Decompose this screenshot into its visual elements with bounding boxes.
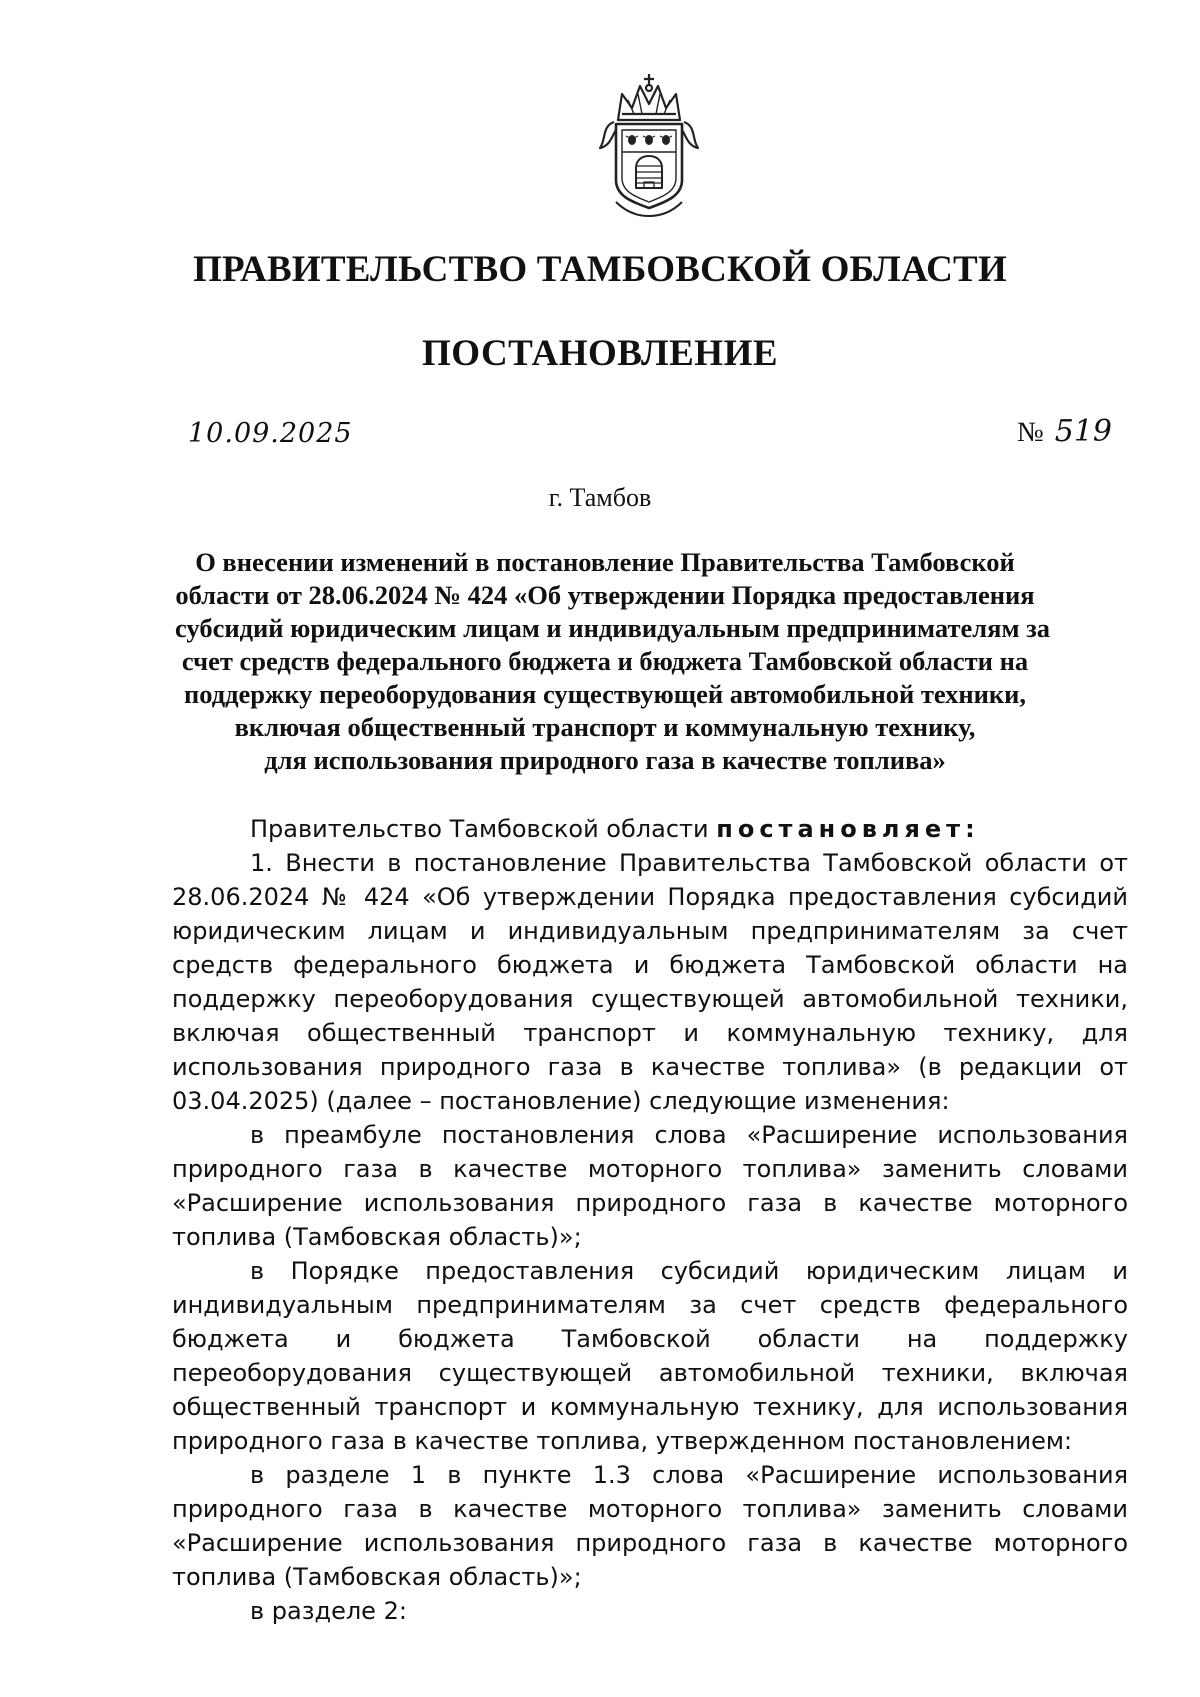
subject-line: для использования природного газа в качестве топлива» (264, 745, 946, 775)
document-date: 10.09.2025 (188, 418, 353, 449)
body-paragraph: 1. Внести в постановление Правительства Тамбовской области от 28.06.2024 № 424 «Об утверждении Порядка предоставления субсидий юридическим лицам и индивидуальным предпринимателям за счет средств федерального бюджета и бюджета Тамбовской области на поддержку переоборудования существующей автомобильной техники, включая общественный транспорт и коммунальную технику, для использования природного газа в качестве топлива» (в редакции от 03.04.2025) (далее – постановление) следующие изменения: (172, 849, 1128, 1115)
body-paragraph: в преамбуле постановления слова «Расширение использования природного газа в качестве моторного топлива» заменить словами «Расширение использования природного газа в качестве моторного топлива (Тамбовская область)»; (172, 1121, 1128, 1251)
coat-of-arms-icon (592, 70, 706, 220)
document-city: г. Тамбов (548, 483, 652, 512)
subject-line: включая общественный транспорт и коммунальную технику, (234, 712, 976, 742)
document-type-title: ПОСТАНОВЛЕНИЕ (421, 333, 779, 374)
number-prefix: № (1017, 417, 1044, 448)
subject-line: счет средств федерального бюджета и бюджета Тамбовской области на (181, 646, 1029, 676)
subject-line: поддержку переоборудования существующей автомобильной техники, (183, 679, 1027, 709)
subject-line: субсидий юридическим лицам и индивидуальным предпринимателям за (175, 613, 1051, 643)
body-paragraph: в разделе 2: (250, 1597, 407, 1625)
subject-line: области от 28.06.2024 № 424 «Об утверждении Порядка предоставления (175, 580, 1035, 610)
organization-title: ПРАВИТЕЛЬСТВО ТАМБОВСКОЙ ОБЛАСТИ (193, 249, 1007, 290)
intro-paragraph (172, 812, 1128, 846)
body-paragraph: в Порядке предоставления субсидий юридическим лицам и индивидуальным предпринимателям за счет средств федерального бюджета и бюджета Тамбовской области на поддержку переоборудования существующей автомобильной техники, включая общественный транспорт и коммунальную технику, для использования природного газа в качестве топлива, утвержденном постановлением: (172, 1257, 1128, 1455)
number-value: 519 (1054, 414, 1112, 449)
intro-text: Правительство Тамбовской области (250, 815, 709, 843)
body-paragraph: в разделе 1 в пункте 1.3 слова «Расширение использования природного газа в качестве моторного топлива» заменить словами «Расширение использования природного газа в качестве моторного топлива (Тамбовская область)»; (172, 1461, 1128, 1591)
intro-keyword: постановляет: (716, 815, 980, 843)
document-body (172, 812, 1128, 1628)
document-number (1017, 414, 1112, 449)
document-subject (175, 546, 1051, 777)
subject-line: О внесении изменений в постановление Правительства Тамбовской (195, 547, 1015, 577)
